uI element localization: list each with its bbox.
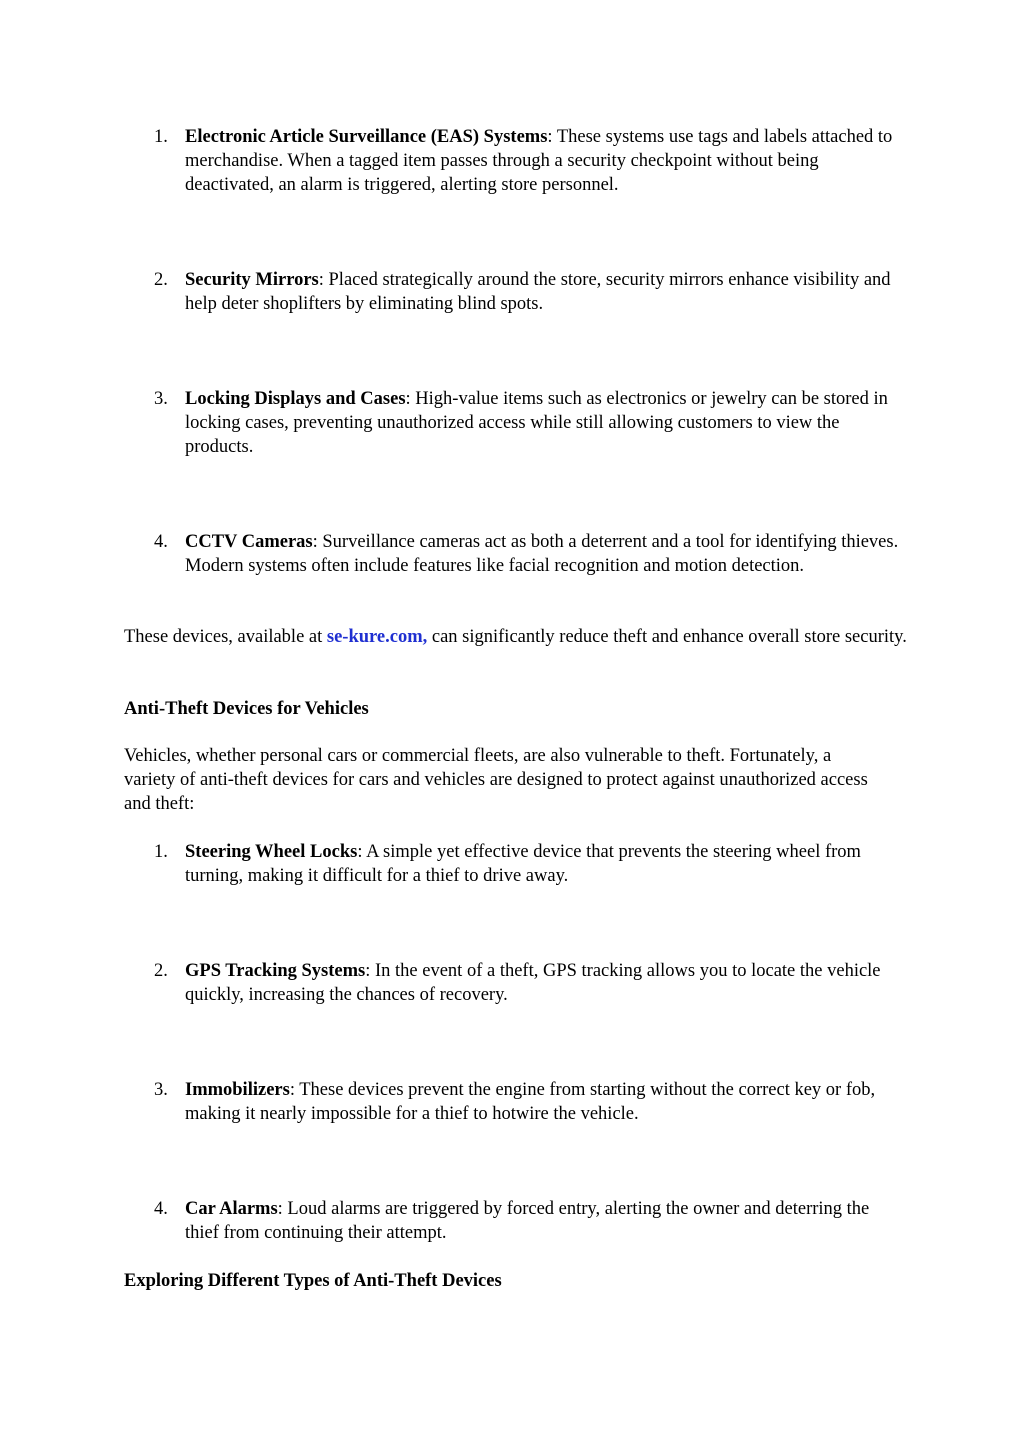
- list-item-term: Locking Displays and Cases: [185, 389, 406, 409]
- list-number: 1.: [154, 127, 168, 147]
- list-item-description: : Loud alarms are triggered by forced entry, alerting the owner and deterring the thief from continuing their attempt.: [185, 1199, 870, 1243]
- vehicle-list-item-immobilizers: [154, 1078, 905, 1126]
- list-number: 1.: [154, 842, 168, 862]
- store-list-item-eas: [154, 125, 905, 197]
- list-item-term: Immobilizers: [185, 1080, 290, 1100]
- vehicle-list-item-gps: [154, 959, 905, 1007]
- exploring-heading: Exploring Different Types of Anti-Theft Devices: [124, 1271, 502, 1291]
- list-item-term: Electronic Article Surveillance (EAS) Systems: [185, 127, 548, 147]
- list-number: 4.: [154, 1199, 168, 1219]
- list-item-term: Security Mirrors: [185, 270, 319, 290]
- list-item-term: Car Alarms: [185, 1199, 278, 1219]
- se-kure-link[interactable]: se-kure.com,: [326, 627, 428, 647]
- list-item-description: : These devices prevent the engine from starting without the correct key or fob, making it nearly impossible for a thief to hotwire the vehicle.: [185, 1080, 876, 1124]
- vehicle-list-item-steering-lock: [154, 840, 905, 888]
- vehicle-list-item-car-alarms: [154, 1197, 905, 1245]
- list-number: 4.: [154, 532, 168, 552]
- store-list-item-cctv: [154, 530, 905, 578]
- list-item-description: : A simple yet effective device that prevents the steering wheel from turning, making it difficult for a thief to drive away.: [185, 842, 861, 886]
- list-item-description: : These systems use tags and labels attached to merchandise. When a tagged item passes through a security checkpoint without being deactivated, an alarm is triggered, alerting store personnel.: [185, 127, 893, 195]
- list-item-term: Steering Wheel Locks: [185, 842, 358, 862]
- availability-paragraph: [124, 625, 914, 649]
- availability-text-before: These devices, available at: [124, 627, 327, 647]
- list-number: 3.: [154, 389, 168, 409]
- list-item-term: GPS Tracking Systems: [185, 961, 366, 981]
- list-number: 3.: [154, 1080, 168, 1100]
- list-item-description: : Surveillance cameras act as both a deterrent and a tool for identifying thieves. Modern systems often include features like facial recognition and motion detection.: [185, 532, 899, 576]
- list-number: 2.: [154, 961, 168, 981]
- list-item-description: : Placed strategically around the store, security mirrors enhance visibility and help deter shoplifters by eliminating blind spots.: [185, 270, 891, 314]
- list-item-description: : In the event of a theft, GPS tracking allows you to locate the vehicle quickly, increasing the chances of recovery.: [185, 961, 881, 1005]
- list-number: 2.: [154, 270, 168, 290]
- list-item-description: : High-value items such as electronics or jewelry can be stored in locking cases, preventing unauthorized access while still allowing customers to view the products.: [185, 389, 888, 457]
- store-list-item-locking-displays: [154, 387, 905, 459]
- store-list-item-mirrors: [154, 268, 905, 316]
- list-item-term: CCTV Cameras: [185, 532, 313, 552]
- availability-text-after: can significantly reduce theft and enhance overall store security.: [427, 627, 907, 647]
- vehicles-heading: Anti-Theft Devices for Vehicles: [124, 699, 369, 719]
- vehicles-intro-paragraph: Vehicles, whether personal cars or commercial fleets, are also vulnerable to theft. Fortunately, a variety of anti-theft devices for cars and vehicles are designed to protect against unauthorized access and theft:: [124, 746, 868, 814]
